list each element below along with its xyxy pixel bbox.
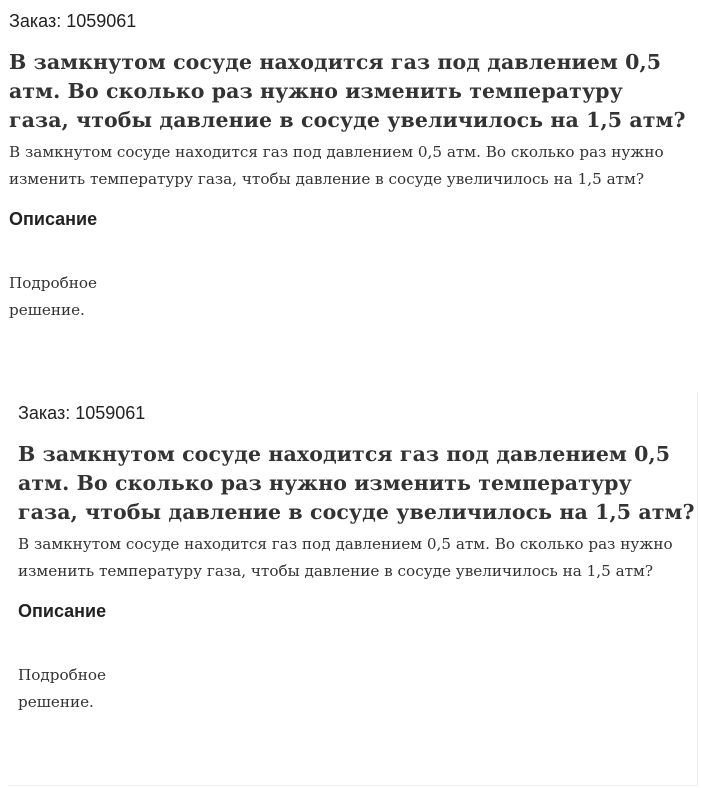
problem-title: В замкнутом сосуде находится газ под давлением 0,5 атм. Во сколько раз нужно изменить температуру газа, чтобы давление в сосуде увеличилось на 1,5 атм?	[9, 50, 686, 132]
problem-title: В замкнутом сосуде находится газ под давлением 0,5 атм. Во сколько раз нужно изменить температуру газа, чтобы давление в сосуде увеличилось на 1,5 атм?	[18, 442, 695, 524]
description-text: Подробное решение.	[9, 274, 98, 319]
description-heading: Описание	[9, 209, 98, 229]
problem-text: В замкнутом сосуде находится газ под давлением 0,5 атм. Во сколько раз нужно изменить температуру газа, чтобы давление в сосуде увеличилось на 1,5 атм?	[18, 535, 673, 580]
order-number: Заказ: 1059061	[9, 11, 137, 31]
problem-text: В замкнутом сосуде находится газ под давлением 0,5 атм. Во сколько раз нужно изменить температуру газа, чтобы давление в сосуде увеличилось на 1,5 атм?	[9, 143, 664, 188]
order-card	[8, 392, 698, 786]
order-number: Заказ: 1059061	[18, 403, 146, 423]
order-card	[0, 0, 701, 392]
description-text: Подробное решение.	[18, 666, 107, 711]
description-heading: Описание	[18, 601, 107, 621]
